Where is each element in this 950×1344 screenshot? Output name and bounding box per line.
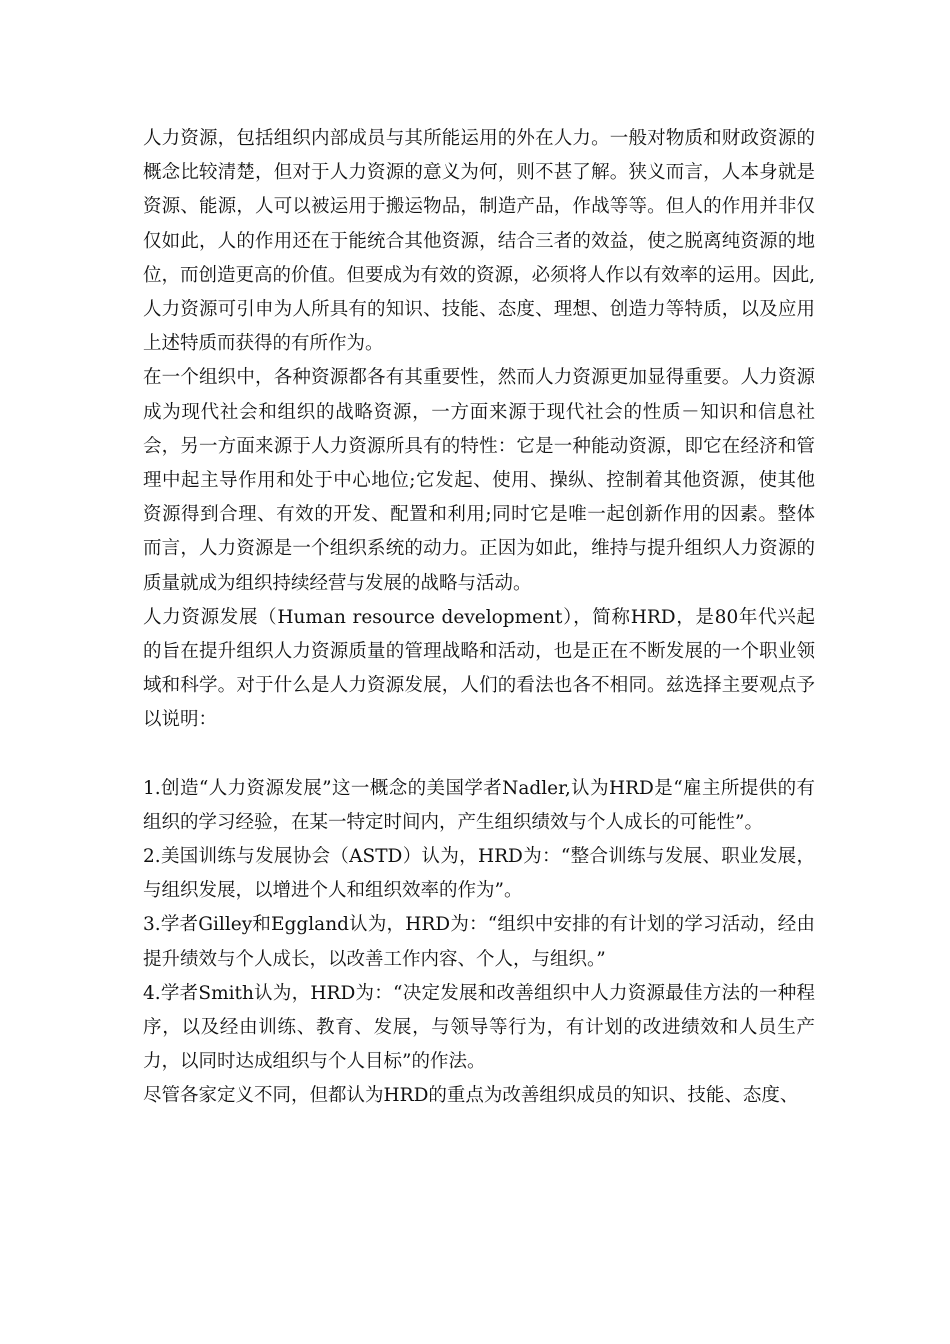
definition-smith: 4.学者Smith认为，HRD为：“决定发展和改善组织中人力资源最佳方法的一种程序，以及经由训练、教育、发展，与领导等行为，有计划的改进绩效和人员生产力，以同时达成组织与个人目标”的作法。 bbox=[143, 982, 815, 1073]
paragraph-hrd-intro: 人力资源发展（Human resource development），简称HRD，是80年代兴起的旨在提升组织人力资源质量的管理战略和活动，也是正在不断发展的一个职业领域和科学。对于什么是人力资源发展，人们的看法也各不相同。兹选择主要观点予以说明： bbox=[143, 606, 815, 731]
paragraph-closing: 尽管各家定义不同，但都认为HRD的重点为改善组织成员的知识、技能、态度、 bbox=[143, 1085, 799, 1107]
document-body bbox=[143, 122, 815, 1114]
definition-nadler: 1.创造“人力资源发展”这一概念的美国学者Nadler,认为HRD是“雇主所提供的有组织的学习经验，在某一特定时间内，产生组织绩效与个人成长的可能性”。 bbox=[143, 777, 815, 833]
blank-line bbox=[143, 738, 815, 772]
definition-astd: 2.美国训练与发展协会（ASTD）认为，HRD为：“整合训练与发展、职业发展，与组织发展，以增进个人和组织效率的作为”。 bbox=[143, 846, 815, 902]
paragraph-hr-definition: 人力资源，包括组织内部成员与其所能运用的外在人力。一般对物质和财政资源的概念比较清楚，但对于人力资源的意义为何，则不甚了解。狭义而言，人本身就是资源、能源，人可以被运用于搬运物品，制造产品，作战等等。但人的作用并非仅仅如此，人的作用还在于能统合其他资源，结合三者的效益，使之脱离纯资源的地位，而创造更高的价值。但要成为有效的资源，必须将人作以有效率的运用。因此,人力资源可引申为人所具有的知识、技能、态度、理想、创造力等特质，以及应用上述特质而获得的有所作为。 bbox=[143, 128, 815, 355]
definition-gilley-eggland: 3.学者Gilley和Eggland认为，HRD为：“组织中安排的有计划的学习活动，经由提升绩效与个人成长，以改善工作内容、个人，与组织。” bbox=[143, 914, 815, 970]
paragraph-hr-importance: 在一个组织中，各种资源都各有其重要性，然而人力资源更加显得重要。人力资源成为现代社会和组织的战略资源，一方面来源于现代社会的性质－知识和信息社会，另一方面来源于人力资源所具有的特性：它是一种能动资源，即它在经济和管理中起主导作用和处于中心地位;它发起、使用、操纵、控制着其他资源，使其他资源得到合理、有效的开发、配置和利用;同时它是唯一起创新作用的因素。整体而言，人力资源是一个组织系统的动力。正因为如此，维持与提升组织人力资源的质量就成为组织持续经营与发展的战略与活动。 bbox=[143, 367, 815, 594]
